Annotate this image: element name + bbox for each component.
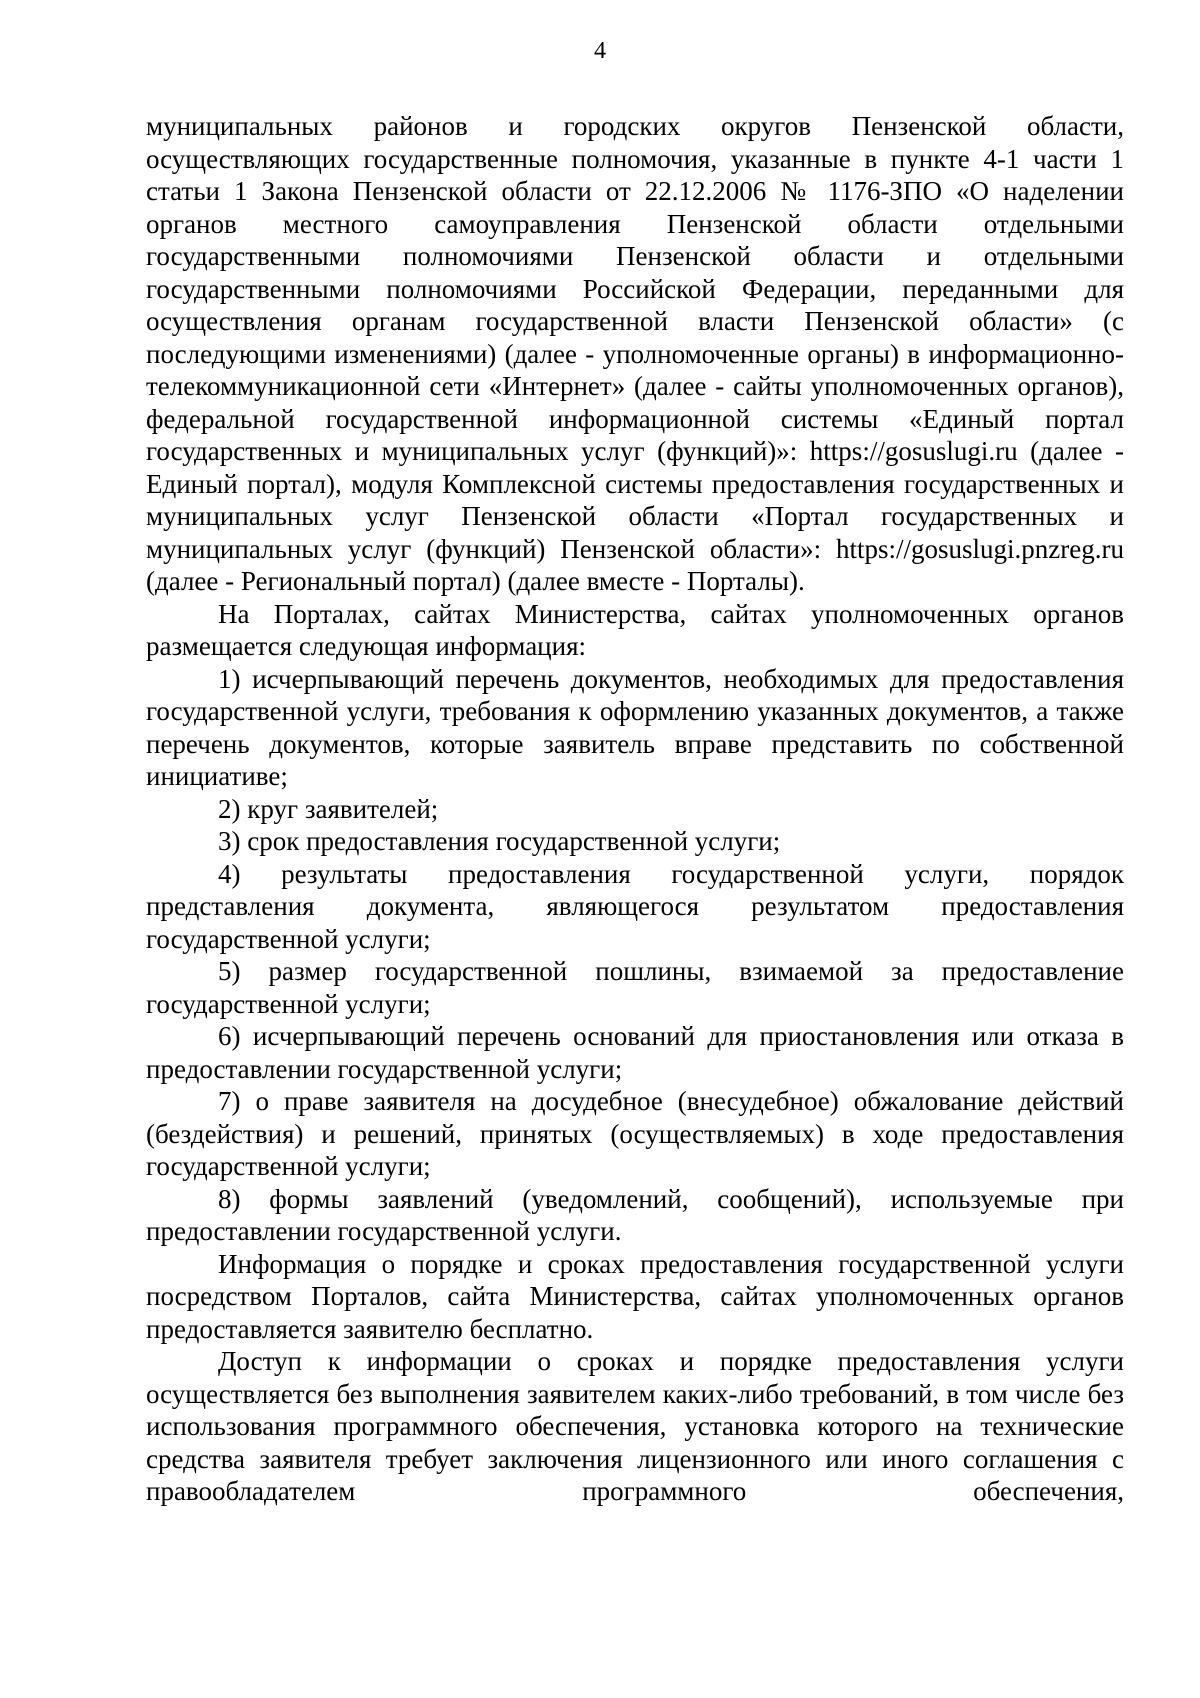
list-item-3: 3) срок предоставления государственной услуги;: [218, 826, 781, 856]
document-body: [146, 110, 1124, 1508]
list-item-1: 1) исчерпывающий перечень документов, необходимых для предоставления государственной услуги, требования к оформлению указанных документов, а также перечень документов, которые заявитель вправе представить по собственной инициативе;: [146, 663, 1124, 791]
paragraph-free-info: Информация о порядке и сроках предоставления государственной услуги посредством Порталов, сайта Министерства, сайтах уполномоченных органов предоставляется заявителю бесплатно.: [146, 1248, 1124, 1344]
paragraph-continuation: муниципальных районов и городских округов Пензенской области, осуществляющих государственные полномочия, указанные в пункте 4-1 части 1 статьи 1 Закона Пензенской области от 22.12.2006 № 1176-ЗПО «О наделении органов местного самоуправления Пензенской области отдельными государственными полномочиями Пензенской области и отдельными государственными полномочиями Российской Федерации, переданными для осуществления органам государственной власти Пензенской области» (с последующими изменениями) (далее - уполномоченные органы) в информационно-телекоммуникационной сети «Интернет» (далее - сайты уполномоченных органов), федеральной государственной информационной системы «Единый портал государственных и муниципальных услуг (функций)»: https://gosuslugi.ru (далее - Единый портал), модуля Комплексной системы предоставления государственных и муниципальных услуг Пензенской области «Портал государственных и муниципальных услуг (функций) Пензенской области»: https://gosuslugi.pnzreg.ru (далее - Региональный портал) (далее вместе - Порталы).: [146, 111, 1124, 596]
list-item-7: 7) о праве заявителя на досудебное (внесудебное) обжалование действий (бездействия) и решений, принятых (осуществляемых) в ходе предоставления государственной услуги;: [146, 1086, 1124, 1181]
page-number: 4: [594, 38, 606, 64]
paragraph-info-intro: На Порталах, сайтах Министерства, сайтах уполномоченных органов размещается следующая информация:: [146, 598, 1124, 661]
list-item-8: 8) формы заявлений (уведомлений, сообщений), используемые при предоставлении государственной услуги.: [146, 1183, 1124, 1246]
list-item-4: 4) результаты предоставления государственной услуги, порядок представления документа, являющегося результатом предоставления государственной услуги;: [146, 858, 1124, 954]
list-item-5: 5) размер государственной пошлины, взимаемой за предоставление государственной услуги;: [146, 956, 1124, 1019]
paragraph-access: Доступ к информации о сроках и порядке предоставления услуги осуществляется без выполнения заявителем каких-либо требований, в том числе без использования программного обеспечения, установка которого на технические средства заявителя требует заключения лицензионного или иного соглашения с правообладателем программного обеспечения,: [146, 1346, 1124, 1506]
list-item-6: 6) исчерпывающий перечень оснований для приостановления или отказа в предоставлении государственной услуги;: [146, 1021, 1124, 1084]
list-item-2: 2) круг заявителей;: [218, 793, 439, 824]
